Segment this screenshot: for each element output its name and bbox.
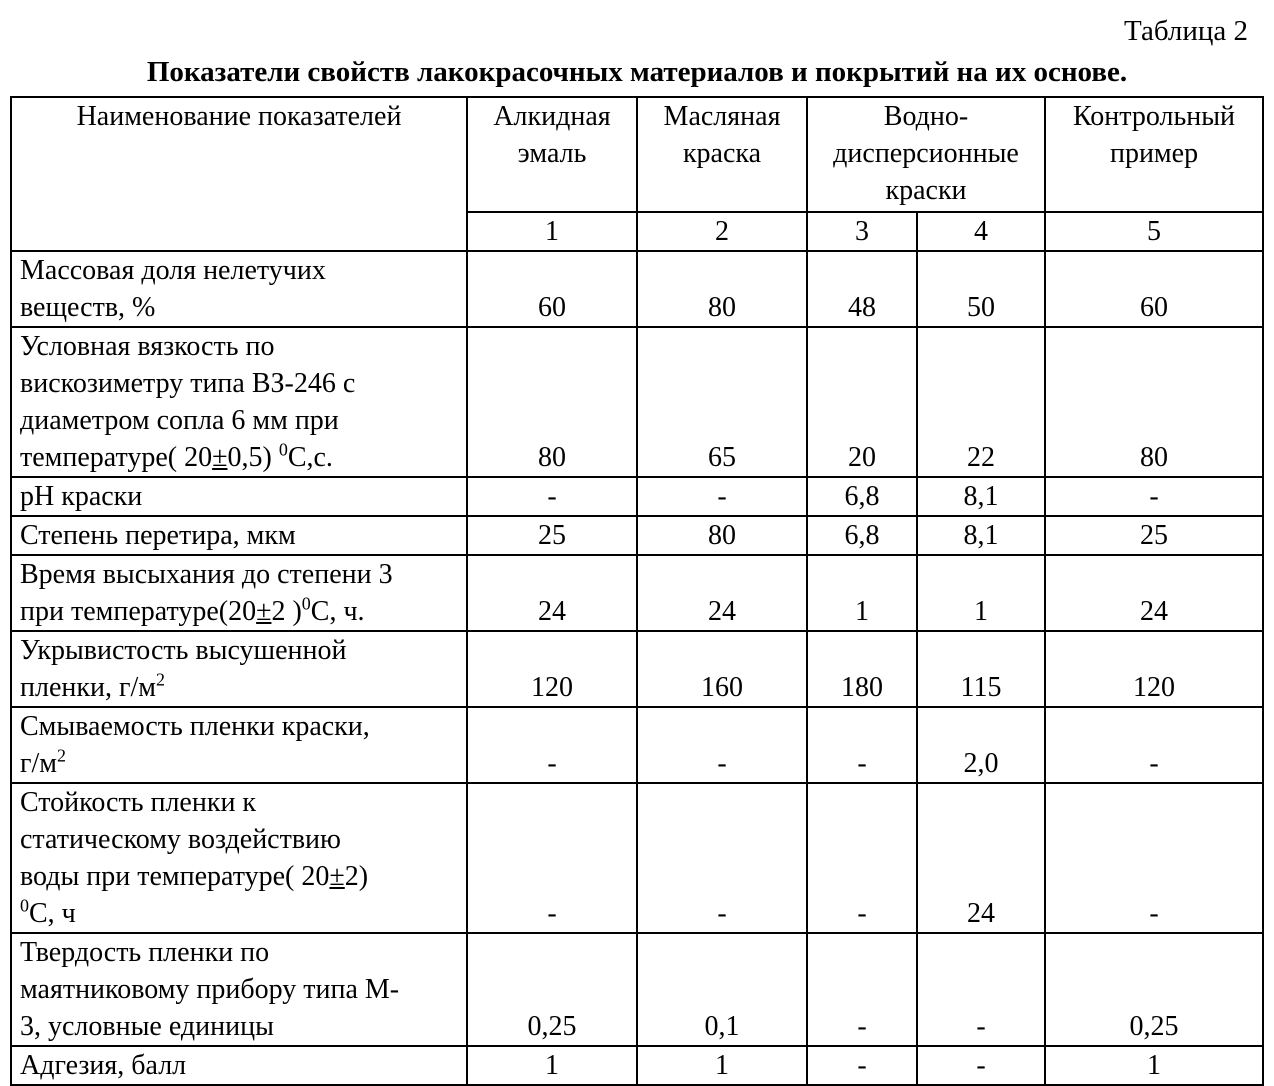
table-row	[11, 783, 1263, 933]
row-value: -	[467, 707, 637, 783]
row-name: Стойкость пленки к статическому воздействию воды при температуре( 20±2) $^0$С, ч	[11, 783, 467, 933]
row-value: 0,1	[637, 933, 807, 1046]
row-value: -	[637, 477, 807, 516]
row-value: 24	[917, 783, 1045, 933]
row-value: -	[637, 783, 807, 933]
row-value: -	[467, 477, 637, 516]
row-value: 50	[917, 251, 1045, 327]
row-value: -	[807, 1046, 917, 1085]
row-value: 6,8	[807, 516, 917, 555]
header-control-example: Контрольный пример	[1045, 97, 1263, 212]
row-value: -	[1045, 477, 1263, 516]
row-name: Условная вязкость по вискозиметру типа ВЗ-246 с диаметром сопла 6 мм при температуре( 20±0,5) $^0$С,с.	[11, 327, 467, 477]
row-name: Смываемость пленки краски, $г/м^2$	[11, 707, 467, 783]
row-value: 24	[637, 555, 807, 631]
row-value: -	[917, 1046, 1045, 1085]
header-alkyd-enamel: Алкидная эмаль	[467, 97, 637, 212]
row-value: 80	[637, 516, 807, 555]
row-value: -	[1045, 707, 1263, 783]
row-value: 80	[637, 251, 807, 327]
header-number: 1	[467, 212, 637, 251]
table-row	[11, 477, 1263, 516]
header-number: 5	[1045, 212, 1263, 251]
row-name: Степень перетира, мкм	[11, 516, 467, 555]
row-value: 115	[917, 631, 1045, 707]
header-row	[11, 97, 1263, 212]
properties-table	[10, 96, 1264, 1086]
header-name-column: Наименование показателей	[11, 97, 467, 251]
row-value: 48	[807, 251, 917, 327]
row-value: -	[637, 707, 807, 783]
row-value: 8,1	[917, 516, 1045, 555]
row-value: -	[807, 783, 917, 933]
table-row	[11, 1046, 1263, 1085]
row-value: -	[1045, 783, 1263, 933]
row-name: Укрывистость высушенной пленки, $г/м^2$	[11, 631, 467, 707]
row-value: 22	[917, 327, 1045, 477]
row-value: 25	[467, 516, 637, 555]
row-value: 6,8	[807, 477, 917, 516]
table-caption: Таблица 2	[1123, 15, 1248, 47]
table-row	[11, 251, 1263, 327]
row-value: 24	[1045, 555, 1263, 631]
row-value: 160	[637, 631, 807, 707]
row-name: Твердость пленки по маятниковому прибору типа М- 3, условные единицы	[11, 933, 467, 1046]
table-row	[11, 327, 1263, 477]
row-value: 0,25	[467, 933, 637, 1046]
table-row	[11, 707, 1263, 783]
row-value: 25	[1045, 516, 1263, 555]
row-value: -	[807, 707, 917, 783]
row-value: 80	[1045, 327, 1263, 477]
row-value: 60	[1045, 251, 1263, 327]
row-value: 80	[467, 327, 637, 477]
table-row	[11, 555, 1263, 631]
row-value: 120	[1045, 631, 1263, 707]
row-value: 8,1	[917, 477, 1045, 516]
row-value: 120	[467, 631, 637, 707]
row-value: 1	[807, 555, 917, 631]
row-value: 1	[467, 1046, 637, 1085]
table-row	[11, 516, 1263, 555]
row-name: Адгезия, балл	[11, 1046, 467, 1085]
header-number: 3	[807, 212, 917, 251]
row-value: 180	[807, 631, 917, 707]
row-value: -	[467, 783, 637, 933]
row-value: 24	[467, 555, 637, 631]
table-row	[11, 631, 1263, 707]
row-value: 60	[467, 251, 637, 327]
table-title: Показатели свойств лакокрасочных материалов и покрытий на их основе.	[146, 56, 1128, 88]
header-number: 2	[637, 212, 807, 251]
header-water-dispersion-paints: Водно- дисперсионные краски	[807, 97, 1045, 212]
row-name: Время высыхания до степени 3 при температуре(20±2 )$^0$С, ч.	[11, 555, 467, 631]
row-value: 1	[917, 555, 1045, 631]
row-value: -	[807, 933, 917, 1046]
header-number: 4	[917, 212, 1045, 251]
row-name: рН краски	[11, 477, 467, 516]
table-row	[11, 933, 1263, 1046]
row-value: 1	[1045, 1046, 1263, 1085]
header-oil-paint: Масляная краска	[637, 97, 807, 212]
row-value: -	[917, 933, 1045, 1046]
row-value: 0,25	[1045, 933, 1263, 1046]
row-value: 20	[807, 327, 917, 477]
row-value: 1	[637, 1046, 807, 1085]
row-name: Массовая доля нелетучих веществ, %	[11, 251, 467, 327]
row-value: 2,0	[917, 707, 1045, 783]
row-value: 65	[637, 327, 807, 477]
